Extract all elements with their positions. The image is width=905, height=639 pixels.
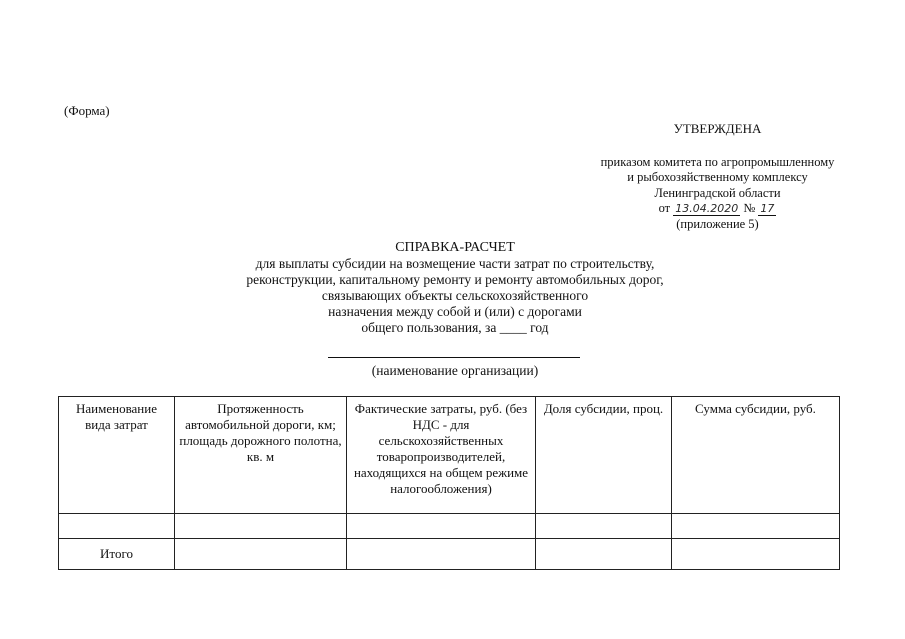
header-subsidy-share: Доля субсидии, проц. xyxy=(536,397,672,514)
appendix-label: (приложение 5) xyxy=(676,216,759,231)
document-title: СПРАВКА-РАСЧЕТ xyxy=(395,240,515,255)
organization-name-line xyxy=(328,357,580,358)
organization-caption: (наименование организации) xyxy=(371,363,539,378)
table-cell xyxy=(347,539,536,570)
table-cell xyxy=(59,514,175,539)
approval-line-2: и рыбохозяйственному комплексу xyxy=(627,170,808,184)
title-line-5: общего пользования, за ____ год xyxy=(361,320,549,335)
approval-line-3: Ленинградской области xyxy=(654,185,781,200)
approval-date-line xyxy=(590,201,845,217)
header-cost-type: Наименование вида затрат xyxy=(59,397,175,514)
title-line-2: реконструкции, капитальному ремонту и ремонту автомобильных дорог, xyxy=(246,272,664,287)
header-subsidy-amount: Сумма субсидии, руб. xyxy=(672,397,840,514)
approval-block xyxy=(590,121,845,232)
table-row xyxy=(59,514,840,539)
approval-line-1: приказом комитета по агропромышленному xyxy=(600,154,835,169)
approved-heading: УТВЕРЖДЕНА xyxy=(673,121,762,136)
table-cell xyxy=(175,514,347,539)
handwritten-date: 13.04.2020 xyxy=(675,202,739,215)
date-prefix: от xyxy=(658,201,671,215)
number-prefix: № xyxy=(743,201,756,215)
table-cell xyxy=(536,514,672,539)
subsidy-table xyxy=(58,396,840,570)
title-line-1: для выплаты субсидии на возмещение части затрат по строительству, xyxy=(255,256,655,271)
table-cell xyxy=(347,514,536,539)
table-cell xyxy=(672,514,840,539)
table-header-row xyxy=(59,397,840,514)
title-line-4: назначения между собой и (или) с дорогами xyxy=(328,304,582,319)
form-label: (Форма) xyxy=(64,103,110,118)
table-cell xyxy=(536,539,672,570)
header-road-length: Протяженность автомобильной дороги, км; площадь дорожного полотна, кв. м xyxy=(175,397,347,514)
total-row xyxy=(59,539,840,570)
total-label: Итого xyxy=(59,539,175,570)
title-line-3: связывающих объекты сельскохозяйственного xyxy=(321,288,589,303)
header-actual-costs: Фактические затраты, руб. (без НДС - для сельскохозяйственных товаропроизводителей, находящихся на общем режиме налогообложения) xyxy=(347,397,536,514)
document-title-block xyxy=(150,240,760,336)
table-cell xyxy=(672,539,840,570)
table-cell xyxy=(175,539,347,570)
handwritten-number: 17 xyxy=(760,202,775,215)
